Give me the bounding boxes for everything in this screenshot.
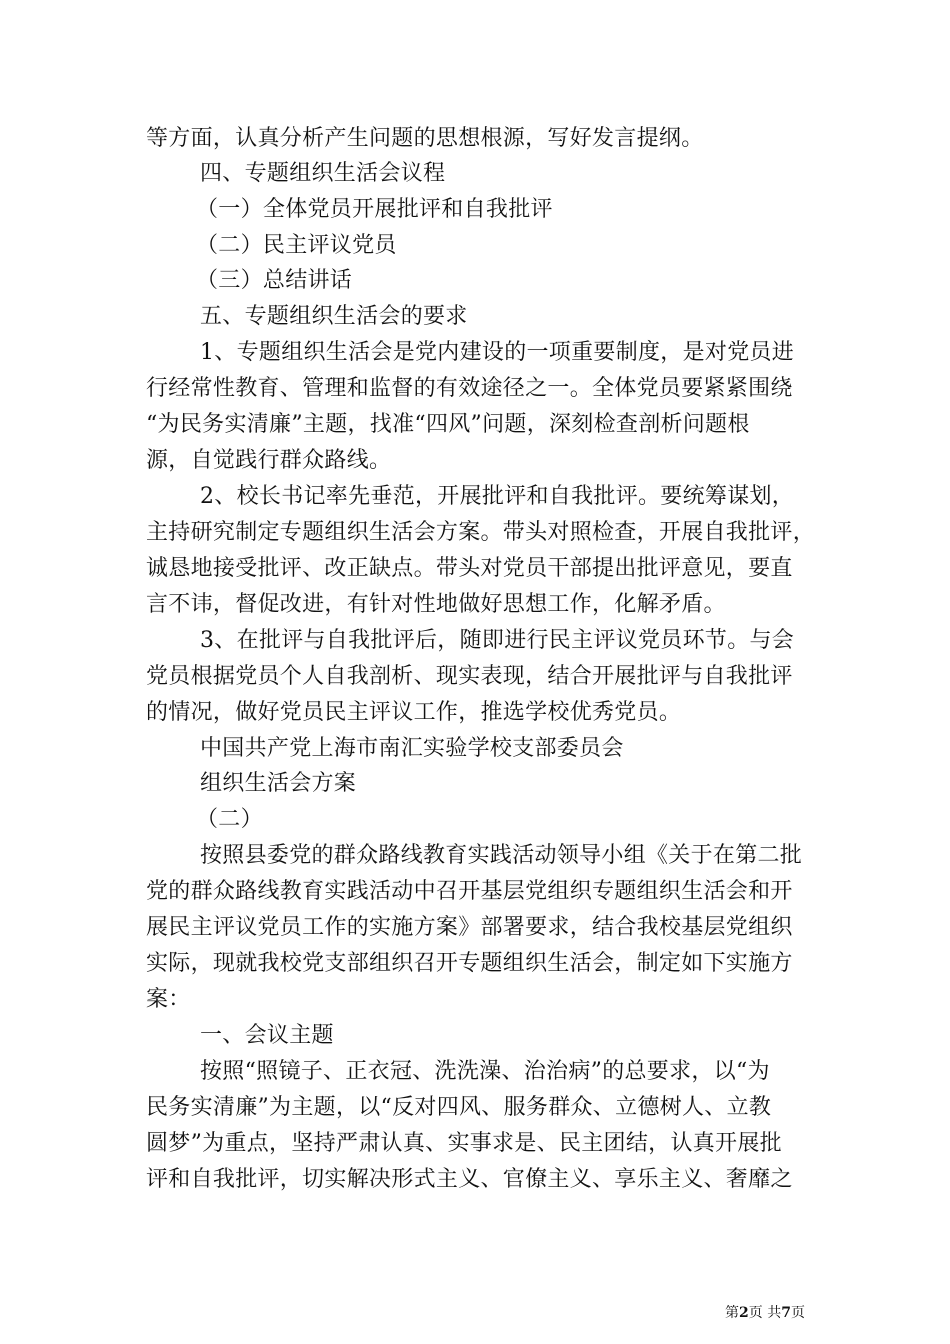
text-line: 圆梦”为重点，坚持严肃认真、实事求是、民主团结，认真开展批	[146, 1131, 782, 1156]
text-line: 言不讳，督促改进，有针对性地做好思想工作，化解矛盾。	[146, 592, 726, 617]
current-page-number: 2	[739, 1305, 749, 1321]
text-line: 行经常性教育、管理和监督的有效途径之一。全体党员要紧紧围绕	[146, 376, 793, 401]
text-line: 评和自我批评，切实解决形式主义、官僚主义、享乐主义、奢靡之	[146, 1167, 793, 1192]
text-line: 源，自觉践行群众路线。	[146, 448, 392, 473]
text-line: 等方面，认真分析产生问题的思想根源，写好发言提纲。	[146, 126, 704, 151]
section-heading: 一、会议主题	[200, 1023, 334, 1048]
text-line: “为民务实清廉”主题，找准“四风”问题，深刻检查剖析问题根	[146, 412, 750, 437]
agenda-item: （二）民主评议党员	[196, 233, 397, 258]
total-pages-number: 7	[781, 1305, 791, 1321]
text-line: 2、校长书记率先垂范，开展批评和自我批评。要统筹谋划，	[200, 484, 795, 509]
text-line: 1、专题组织生活会是党内建设的一项重要制度，是对党员进	[200, 340, 795, 365]
organization-name: 中国共产党上海市南汇实验学校支部委员会	[200, 736, 624, 761]
text-line: 的情况，做好党员民主评议工作，推选学校优秀党员。	[146, 700, 682, 725]
footer-prefix: 第	[725, 1305, 740, 1321]
text-line: 展民主评议党员工作的实施方案》部署要求，结合我校基层党组织	[146, 915, 793, 940]
text-line: 案：	[146, 987, 191, 1012]
text-line: 党员根据党员个人自我剖析、现实表现，结合开展批评与自我批评	[146, 664, 793, 689]
section-heading: 四、专题组织生活会议程	[200, 161, 446, 186]
text-line: 诚恳地接受批评、改正缺点。带头对党员干部提出批评意见，要直	[146, 556, 793, 581]
page-footer	[725, 1304, 805, 1322]
document-subtitle: （二）	[196, 807, 263, 832]
text-line: 实际，现就我校党支部组织召开专题组织生活会，制定如下实施方	[146, 951, 793, 976]
agenda-item: （三）总结讲话	[196, 268, 353, 293]
text-line: 按照“照镜子、正衣冠、洗洗澡、治治病”的总要求，以“为	[200, 1059, 770, 1084]
text-line: 3、在批评与自我批评后，随即进行民主评议党员环节。与会	[200, 628, 795, 653]
section-heading: 五、专题组织生活会的要求	[200, 304, 468, 329]
document-title: 组织生活会方案	[200, 771, 357, 796]
text-line: 按照县委党的群众路线教育实践活动领导小组《关于在第二批	[200, 843, 803, 868]
text-line: 民务实清廉”为主题，以“反对四风、服务群众、立德树人、立教	[146, 1095, 772, 1120]
text-line: 主持研究制定专题组织生活会方案。带头对照检查，开展自我批评，	[146, 520, 816, 545]
footer-suffix: 页	[791, 1305, 805, 1321]
text-line: 党的群众路线教育实践活动中召开基层党组织专题组织生活会和开	[146, 879, 793, 904]
agenda-item: （一）全体党员开展批评和自我批评	[196, 197, 553, 222]
footer-middle: 页 共	[748, 1305, 782, 1321]
